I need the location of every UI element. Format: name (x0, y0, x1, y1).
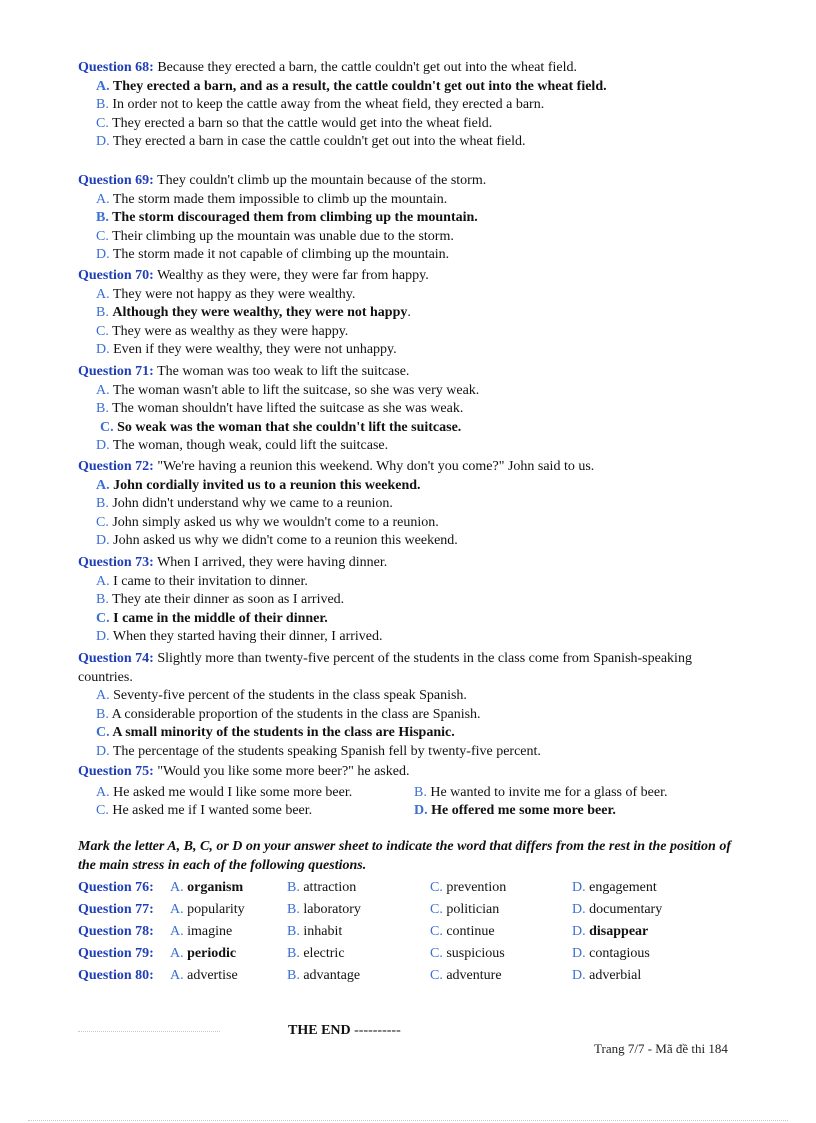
option-c: C. John simply asked us why we wouldn't come to a reunion. (96, 514, 439, 530)
end-marker: THE END ---------- (288, 1023, 401, 1038)
option-d: D. The woman, though weak, could lift the suitcase. (96, 438, 389, 453)
option-d: D. When they started having their dinner, I arrived. (96, 629, 383, 644)
question-78: Question 78: A. imagine B. inhabit C. continue D. disappear (78, 921, 738, 943)
option-a: A. The storm made them impossible to climb up the mountain. (96, 191, 448, 207)
question-label: Question 71: (78, 364, 154, 379)
option-a: A. The woman wasn't able to lift the suitcase, so she was very weak. (96, 382, 480, 398)
option-b: B. attraction (287, 880, 357, 895)
option-d: D. John asked us why we didn't come to a reunion this weekend. (96, 533, 458, 548)
divider-dotted (78, 1031, 220, 1032)
option-b: B. electric (287, 946, 345, 961)
question-75 (78, 763, 738, 821)
option-c: C. adventure (430, 968, 502, 983)
option-d: D. documentary (572, 902, 663, 917)
option-d: D. He offered me some more beer. (414, 803, 616, 818)
question-stem: Because they erected a barn, the cattle couldn't get out into the wheat field. (157, 60, 577, 75)
option-a: A. popularity (170, 902, 245, 917)
option-d: D. The percentage of the students speaking Spanish fell by twenty-five percent. (96, 743, 541, 759)
question-label: Question 74: (78, 651, 154, 666)
question-73 (78, 554, 738, 647)
option-a: A. imagine (170, 924, 233, 939)
question-stem: Slightly more than twenty-five percent of the students in the class come from Spanish-speaking countries. (78, 651, 692, 685)
option-d: D. contagious (572, 946, 650, 961)
question-72 (78, 458, 738, 551)
question-stem: When I arrived, they were having dinner. (157, 555, 388, 570)
option-b: B. Although they were wealthy, they were not happy. (96, 305, 411, 320)
option-c: C. suspicious (430, 946, 505, 961)
option-b: B. A considerable proportion of the students in the class are Spanish. (96, 706, 481, 722)
option-a: A. organism (170, 880, 244, 895)
stress-questions (78, 877, 738, 987)
question-stem: "We're having a reunion this weekend. Why don't you come?" John said to us. (157, 459, 595, 474)
question-74 (78, 650, 738, 761)
option-b: B. In order not to keep the cattle away from the wheat field, they erected a barn. (96, 97, 545, 112)
option-d: D. Even if they were wealthy, they were not unhappy. (96, 342, 397, 357)
question-stem: The woman was too weak to lift the suitcase. (157, 364, 410, 379)
option-d: D. disappear (572, 924, 649, 939)
question-68 (78, 59, 738, 152)
question-stem-wrap (78, 650, 738, 687)
option-a: A. He asked me would I like some more beer. (96, 784, 353, 800)
option-c: C. politician (430, 902, 500, 917)
option-a: A. They were not happy as they were wealthy. (96, 286, 356, 302)
page-footer: Trang 7/7 - Mã đề thi 184 (594, 1041, 728, 1056)
question-stem: Wealthy as they were, they were far from happy. (157, 268, 429, 283)
question-label: Question 72: (78, 459, 154, 474)
section-instruction: Mark the letter A, B, C, or D on your answer sheet to indicate the word that differs from the rest in the position of the main stress in each of the following questions. (78, 839, 732, 873)
option-c: C. Their climbing up the mountain was unable due to the storm. (96, 228, 454, 244)
option-d: D. The storm made it not capable of climbing up the mountain. (96, 247, 450, 262)
option-d: D. They erected a barn in case the cattle couldn't get out into the wheat field. (96, 134, 526, 149)
option-c: C. I came in the middle of their dinner. (96, 610, 328, 626)
question-label: Question 68: (78, 60, 154, 75)
question-70 (78, 267, 738, 360)
option-c: C. He asked me if I wanted some beer. (96, 803, 313, 818)
option-a: A. periodic (170, 946, 237, 961)
option-a: A. John cordially invited us to a reunion this weekend. (96, 477, 421, 493)
question-71 (78, 363, 738, 456)
question-label: Question 75: (78, 764, 154, 779)
question-69 (78, 172, 738, 265)
question-77: Question 77: A. popularity B. laboratory C. politician D. documentary (78, 899, 738, 921)
option-c: C. They were as wealthy as they were happy. (96, 323, 349, 339)
question-79: Question 79: A. periodic B. electric C. suspicious D. contagious (78, 943, 738, 965)
option-b: B. inhabit (287, 924, 343, 939)
question-stem: They couldn't climb up the mountain because of the storm. (157, 173, 487, 188)
option-b: B. The storm discouraged them from climbing up the mountain. (96, 210, 478, 225)
page-bottom-divider (28, 1120, 788, 1121)
option-b: B. They ate their dinner as soon as I arrived. (96, 592, 345, 607)
option-b: B. The woman shouldn't have lifted the suitcase as she was weak. (96, 401, 464, 416)
option-c: C. A small minority of the students in the class are Hispanic. (96, 725, 455, 740)
question-label: Question 70: (78, 268, 154, 283)
option-d: D. engagement (572, 880, 657, 895)
question-label: Question 69: (78, 173, 154, 188)
option-c: C. prevention (430, 880, 507, 895)
option-b: B. laboratory (287, 902, 361, 917)
option-a: A. I came to their invitation to dinner. (96, 573, 308, 589)
question-80: Question 80: A. advertise B. advantage C. adventure D. adverbial (78, 965, 738, 987)
option-b: B. He wanted to invite me for a glass of beer. (414, 784, 668, 800)
option-b: B. advantage (287, 968, 361, 983)
option-c: C. They erected a barn so that the cattle would get into the wheat field. (96, 115, 493, 131)
option-a: A. Seventy-five percent of the students in the class speak Spanish. (96, 688, 467, 703)
option-a: A. They erected a barn, and as a result, the cattle couldn't get out into the wheat field. (96, 78, 607, 94)
option-row-1 (78, 784, 738, 803)
option-d: D. adverbial (572, 968, 642, 983)
option-a: A. advertise (170, 968, 238, 983)
question-76: Question 76: A. organism B. attraction C. prevention D. engagement (78, 877, 738, 899)
option-c: C. continue (430, 924, 495, 939)
option-b: B. John didn't understand why we came to a reunion. (96, 496, 393, 511)
option-c: C. So weak was the woman that she couldn't lift the suitcase. (100, 419, 462, 435)
option-row-2 (78, 802, 738, 821)
question-label: Question 73: (78, 555, 154, 570)
question-stem: "Would you like some more beer?" he asked. (157, 764, 410, 779)
